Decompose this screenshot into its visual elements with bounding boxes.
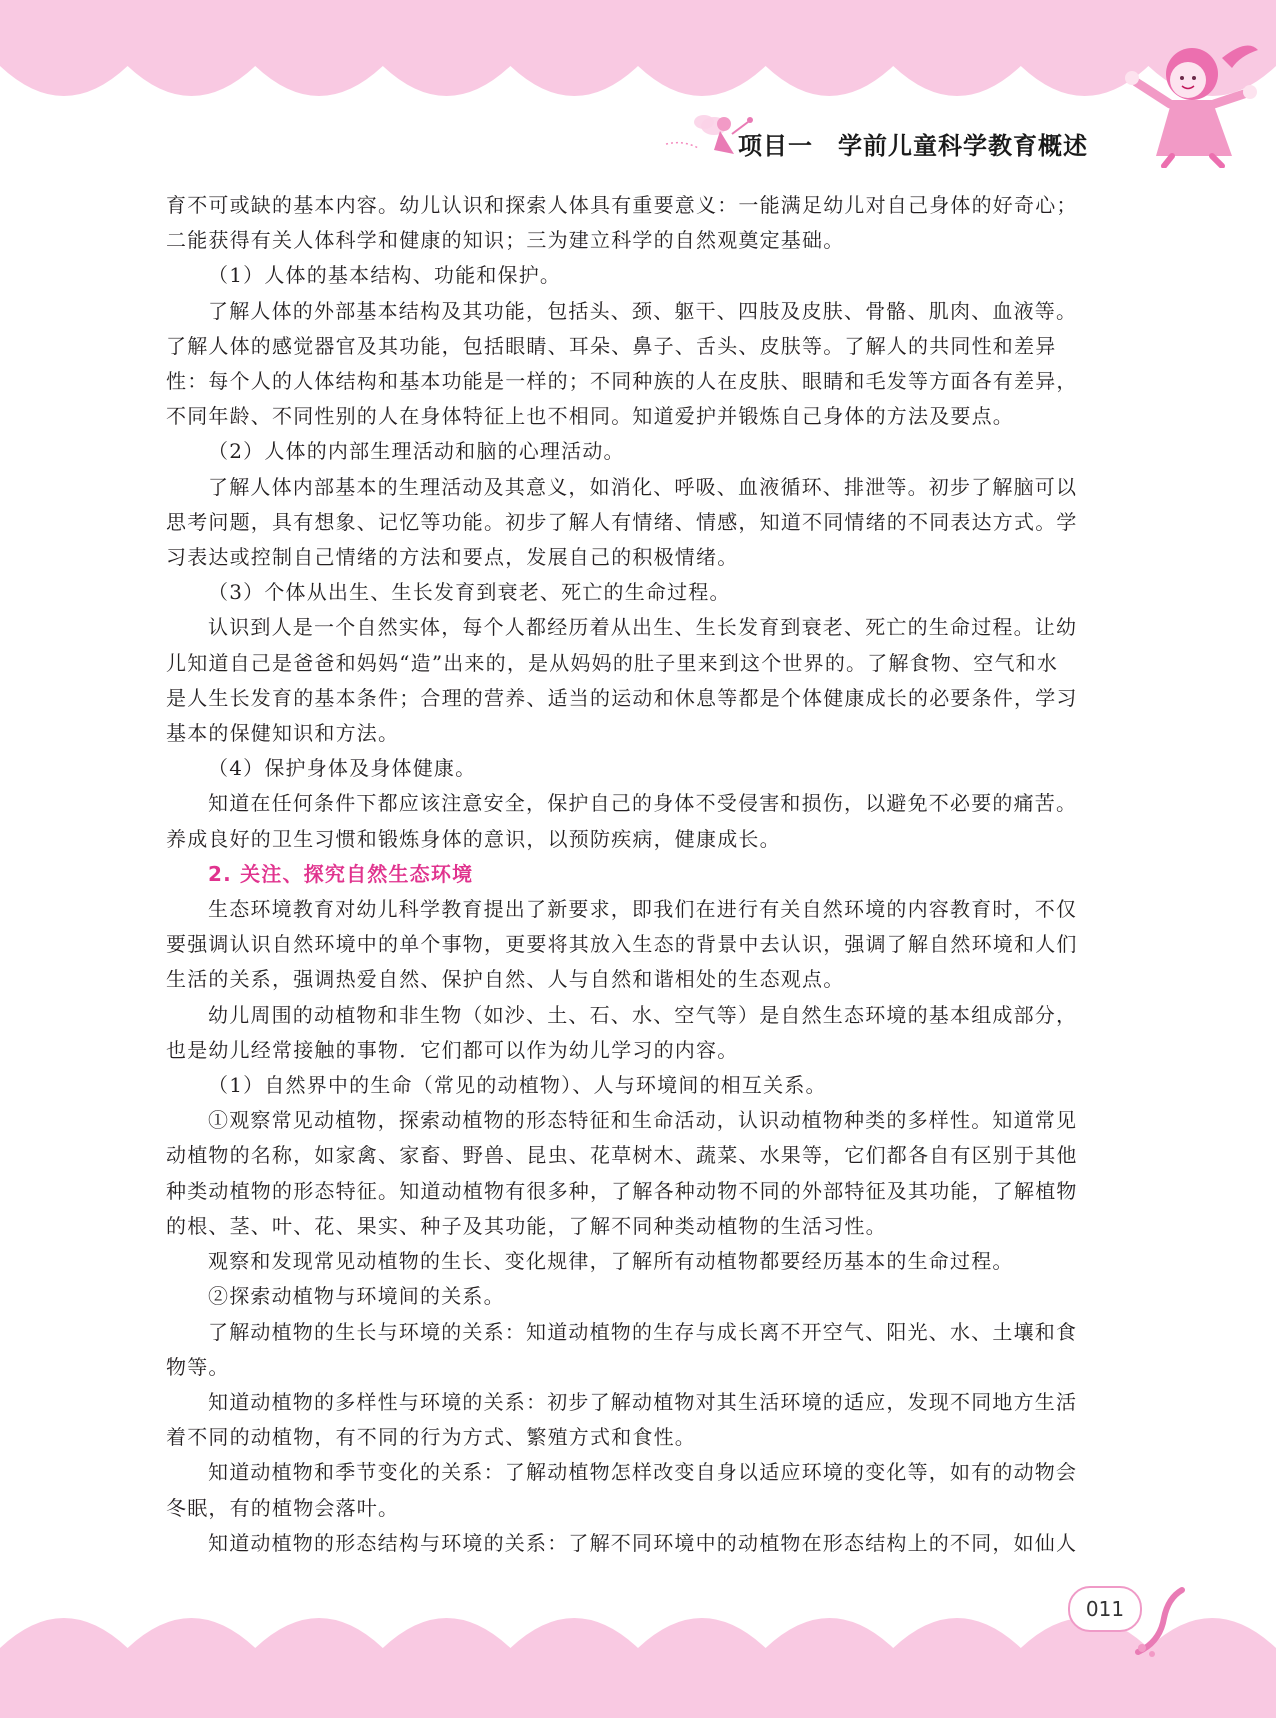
text-line: 物等。 (166, 1354, 230, 1379)
girl-illustration-icon (1072, 38, 1262, 168)
text-line: 知道动植物和季节变化的关系：了解动植物怎样改变自身以适应环境的变化等，如有的动物会 (208, 1460, 1078, 1485)
text-line: 要强调认识自然环境中的单个事物，更要将其放入生态的背景中去认识，强调了解自然环境和人们 (166, 932, 1078, 957)
text-line: 是人生长发育的基本条件；合理的营养、适当的运动和休息等都是个体健康成长的必要条件，学习 (166, 685, 1078, 710)
pink-curl-decoration-icon (1130, 1582, 1190, 1662)
text-line: 育不可或缺的基本内容。幼儿认识和探索人体具有重要意义：一能满足幼儿对自己身体的好奇心； (166, 193, 1078, 217)
text-line: 着不同的动植物，有不同的行为方式、繁殖方式和食性。 (166, 1425, 696, 1450)
text-line: 性：每个人的人体结构和基本功能是一样的；不同种族的人在皮肤、眼睛和毛发等方面各有差异， (166, 369, 1078, 394)
chapter-header-title: 项目一 学前儿童科学教育概述 (738, 132, 1088, 160)
page-number: 011 (1068, 1586, 1142, 1632)
text-line: （3）个体从出生、生长发育到衰老、死亡的生命过程。 (208, 580, 731, 605)
text-line: （1）人体的基本结构、功能和保护。 (208, 263, 562, 288)
text-line: 了解人体的外部基本结构及其功能，包括头、颈、躯干、四肢及皮肤、骨骼、肌肉、血液等。 (208, 298, 1078, 323)
section-heading: 2. 关注、探究自然生态环境 (208, 861, 474, 886)
body-text (166, 188, 1110, 1561)
text-line: 了解人体内部基本的生理活动及其意义，如消化、呼吸、血液循环、排泄等。初步了解脑可以 (208, 474, 1078, 499)
text-line: 动植物的名称，如家禽、家畜、野兽、昆虫、花草树木、蔬菜、水果等，它们都各自有区别于其他 (166, 1143, 1078, 1168)
text-line: 生态环境教育对幼儿科学教育提出了新要求，即我们在进行有关自然环境的内容教育时，不仅 (208, 897, 1078, 922)
text-line: （1）自然界中的生命（常见的动植物）、人与环境间的相互关系。 (208, 1073, 827, 1098)
text-line: 儿知道自己是爸爸和妈妈“造”出来的，是从妈妈的肚子里来到这个世界的。了解食物、空气和水 (166, 650, 1059, 675)
text-line: 了解动植物的生长与环境的关系：知道动植物的生存与成长离不开空气、阳光、水、土壤和食 (208, 1319, 1078, 1344)
text-line: （4）保护身体及身体健康。 (208, 756, 477, 781)
text-line: 的根、茎、叶、花、果实、种子及其功能，了解不同种类动植物的生活习性。 (166, 1213, 887, 1238)
text-line: 生活的关系，强调热爱自然、保护自然、人与自然和谐相处的生态观点。 (166, 967, 845, 992)
text-line: 种类动植物的形态特征。知道动植物有很多种，了解各种动物不同的外部特征及其功能，了解植物 (166, 1178, 1078, 1203)
text-line: 基本的保健知识和方法。 (166, 721, 400, 746)
text-line: （2）人体的内部生理活动和脑的心理活动。 (208, 439, 625, 464)
text-line: 知道动植物的多样性与环境的关系：初步了解动植物对其生活环境的适应，发现不同地方生活 (208, 1389, 1078, 1414)
text-line: 不同年龄、不同性别的人在身体特征上也不相同。知道爱护并锻炼自己身体的方法及要点。 (166, 404, 1014, 429)
text-line: 冬眠，有的植物会落叶。 (166, 1495, 400, 1520)
text-line: 知道动植物的形态结构与环境的关系：了解不同环境中的动植物在形态结构上的不同，如仙人 (208, 1530, 1078, 1555)
text-line: 二能获得有关人体科学和健康的知识；三为建立科学的自然观奠定基础。 (166, 228, 845, 253)
text-line: 知道在任何条件下都应该注意安全，保护自己的身体不受侵害和损伤，以避免不必要的痛苦。 (208, 791, 1078, 816)
text-line: 认识到人是一个自然实体，每个人都经历着从出生、生长发育到衰老、死亡的生命过程。让幼 (208, 615, 1078, 640)
text-line: 养成良好的卫生习惯和锻炼身体的意识，以预防疾病，健康成长。 (166, 826, 781, 851)
text-line: 习表达或控制自己情绪的方法和要点，发展自己的积极情绪。 (166, 545, 739, 570)
text-line: 了解人体的感觉器官及其功能，包括眼睛、耳朵、鼻子、舌头、皮肤等。了解人的共同性和差异 (166, 333, 1057, 358)
text-line: ②探索动植物与环境间的关系。 (208, 1284, 505, 1309)
text-line: 也是幼儿经常接触的事物．它们都可以作为幼儿学习的内容。 (166, 1037, 739, 1062)
text-line: ①观察常见动植物，探索动植物的形态特征和生命活动，认识动植物种类的多样性。知道常见 (208, 1108, 1078, 1133)
text-line: 观察和发现常见动植物的生长、变化规律，了解所有动植物都要经历基本的生命过程。 (208, 1249, 1014, 1274)
text-line: 幼儿周围的动植物和非生物（如沙、土、石、水、空气等）是自然生态环境的基本组成部分， (208, 1002, 1078, 1027)
text-line: 思考问题，具有想象、记忆等功能。初步了解人有情绪、情感，知道不同情绪的不同表达方式。学 (166, 509, 1078, 534)
